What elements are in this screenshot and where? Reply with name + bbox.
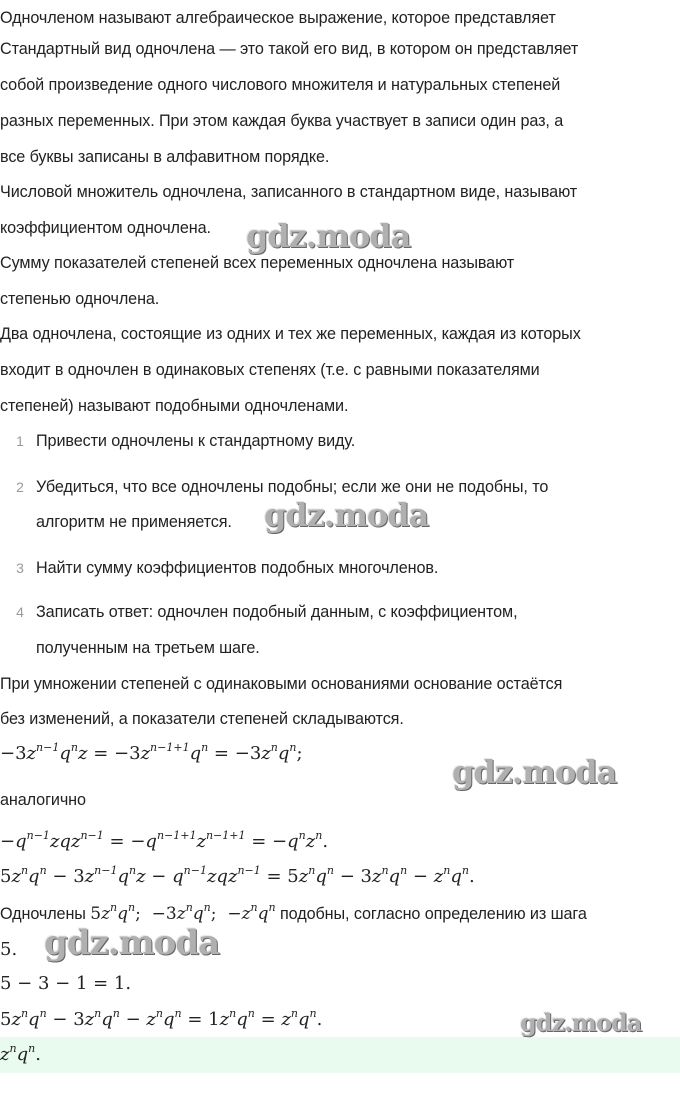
step-text: Найти сумму коэффициентов подобных многочленов. [36,559,439,577]
step-number: 1 [16,433,24,449]
analog-text: аналогично [0,791,86,809]
similar-monomials: $5z^nq^n$; $-3z^nq^n$; $-z^nq^n$ [90,901,276,924]
similar-text [0,901,587,924]
definition-text: все буквы записаны в алфавитном порядке. [0,148,330,166]
watermark-logo: gdz.moda [264,496,429,534]
formula-1: $-3z^{n-1}q^nz = -3z^{n-1+1}q^n = -3z^nq^n$; [0,741,303,764]
step-reference: 5. [0,939,18,960]
formula-5: $5z^nq^n - 3z^nq^n - z^nq^n = 1z^nq^n = z^nq^n$. [0,1007,323,1030]
definition-text: Числовой множитель одночлена, записанного в стандартном виде, называют [0,183,578,201]
answer-box [0,1037,680,1073]
definition-text: собой произведение одного числового множителя и натуральных степеней [0,76,561,94]
rule-text: без изменений, а показатели степеней складываются. [0,710,404,728]
definition-text: Одночленом называют алгебраическое выражение, которое представляет [0,9,556,27]
definition-text: Сумму показателей степеней всех переменных одночлена называют [0,254,515,272]
definition-text: степеней) называют подобными одночленами. [0,397,349,415]
watermark-logo: gdz.moda [520,1008,642,1037]
definition-text: разных переменных. При этом каждая буква участвует в записи один раз, а [0,112,564,130]
watermark-logo: gdz.moda [452,753,617,791]
step-text: Привести одночлены к стандартному виду. [36,432,356,450]
formula-4: 5 − 3 − 1 = 1. [0,973,132,994]
watermark-logo: gdz.moda [246,217,411,255]
step-text: Убедиться, что все одночлены подобны; если же они не подобны, то [36,478,549,496]
step-number: 4 [16,604,24,620]
definition-text: Два одночлена, состоящие из одних и тех же переменных, каждая из которых [0,325,581,343]
formula-3: $5z^nq^n - 3z^{n-1}q^nz - q^{n-1}zqz^{n-1} = 5z^nq^n - 3z^nq^n - z^nq^n$. [0,864,475,887]
similar-suffix: подобны, согласно определению из шага [280,905,587,923]
formula-2: $-q^{n-1}zqz^{n-1} = -q^{n-1+1}z^{n-1+1} = -q^nz^n$. [0,829,329,852]
step-number: 2 [16,479,24,495]
definition-text: входит в одночлен в одинаковых степенях (т.е. с равными показателями [0,361,540,379]
definition-text: Стандартный вид одночлена — это такой его вид, в котором он представляет [0,40,579,58]
rule-text: При умножении степеней с одинаковыми основаниями основание остаётся [0,675,563,693]
definition-text: степенью одночлена. [0,290,160,308]
step-text: алгоритм не применяется. [36,513,232,531]
definition-text: коэффициентом одночлена. [0,219,211,237]
step-text: Записать ответ: одночлен подобный данным, с коэффициентом, [36,603,518,621]
similar-prefix: Одночлены [0,905,86,923]
step-text: полученным на третьем шаге. [36,639,260,657]
answer-formula: $z^nq^n$. [0,1042,41,1065]
watermark-logo: gdz.moda [44,923,220,963]
step-number: 3 [16,560,24,576]
